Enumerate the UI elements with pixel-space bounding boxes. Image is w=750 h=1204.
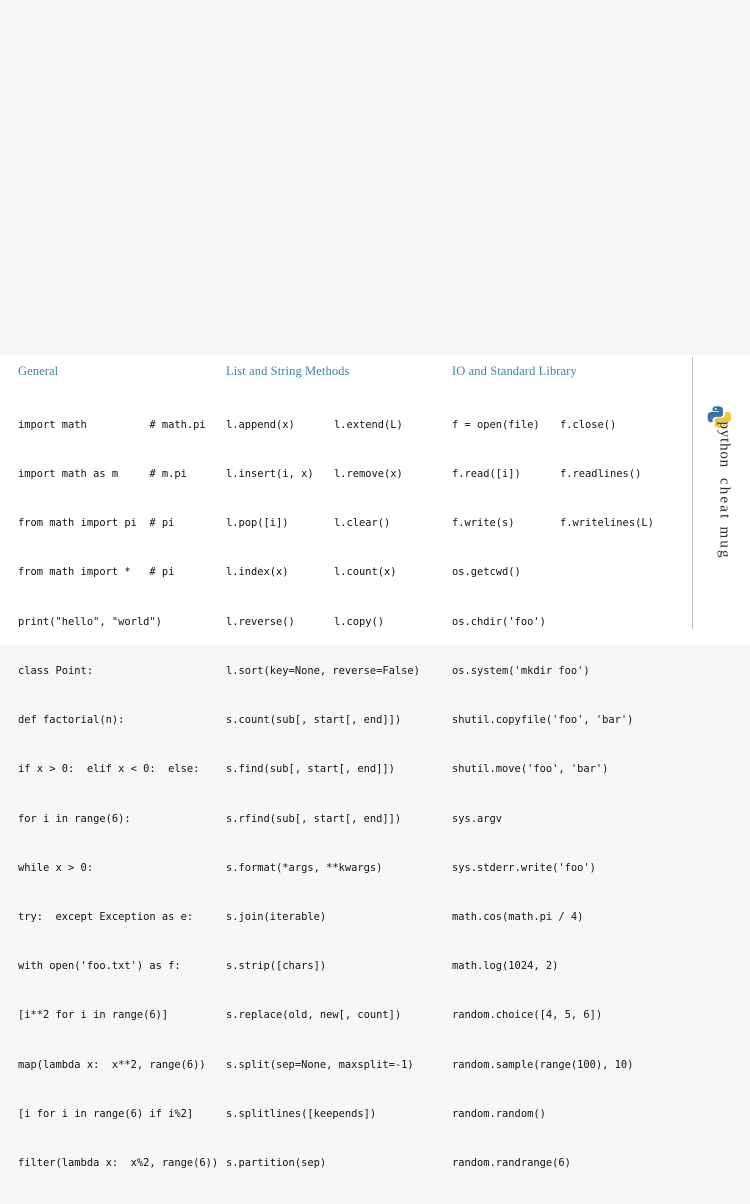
column-io-and-standard-library xyxy=(452,355,680,1204)
code-cell: f.writelines(L) xyxy=(560,517,654,530)
code-line xyxy=(452,466,680,482)
code-line: sys.argv xyxy=(452,812,503,825)
code-line: [i**2 for i in range(6)] xyxy=(18,1009,169,1022)
code-cell: f.write(s) xyxy=(452,517,515,530)
code-line: map(lambda x: x**2, range(6)) xyxy=(18,1058,206,1071)
code-line: while x > 0: xyxy=(18,861,94,874)
code-cell: l.extend(L) xyxy=(334,418,403,431)
code-line: s.rfind(sub[, start[, end]]) xyxy=(226,812,402,825)
code-line: random.random() xyxy=(452,1107,546,1120)
code-line: os.getcwd() xyxy=(452,566,521,579)
code-line xyxy=(452,515,680,531)
code-line: os.chdir('foo') xyxy=(452,615,546,628)
code-line: print("hello", "world") xyxy=(18,615,162,628)
code-list-general xyxy=(18,384,226,1204)
code-cell: l.index(x) xyxy=(226,566,289,579)
column-title-general: General xyxy=(18,364,59,378)
code-cell: f = open(file) xyxy=(452,418,540,431)
code-cell: l.clear() xyxy=(334,517,391,530)
code-line: s.join(iterable) xyxy=(226,911,327,923)
code-line: random.sample(range(100), 10) xyxy=(452,1058,634,1071)
code-line xyxy=(226,564,452,580)
code-cell: f.read([i]) xyxy=(452,468,521,481)
code-line: math.log(1024, 2) xyxy=(452,960,559,973)
code-line: shutil.move('foo', 'bar') xyxy=(452,763,609,776)
brand-spacer xyxy=(717,468,733,478)
code-line: s.format(*args, **kwargs) xyxy=(226,861,383,874)
code-line: s.split(sep=None, maxsplit=-1) xyxy=(226,1058,414,1071)
code-line: shutil.copyfile('foo', 'bar') xyxy=(452,714,634,727)
code-line xyxy=(226,417,452,433)
code-list-list-and-string-methods xyxy=(226,384,452,1204)
code-list-io-and-standard-library xyxy=(452,384,680,1204)
code-line xyxy=(226,614,452,630)
code-line: import math as m # m.pi xyxy=(18,468,187,481)
code-line: with open('foo.txt') as f: xyxy=(18,960,181,973)
column-general xyxy=(0,355,226,1204)
code-line: filter(lambda x: x%2, range(6)) xyxy=(18,1157,219,1170)
column-title-list-and-string-methods: List and String Methods xyxy=(226,364,350,378)
code-line: class Point: xyxy=(18,664,94,677)
brand-product: cheat mug xyxy=(716,477,733,560)
code-line: s.replace(old, new[, count]) xyxy=(226,1009,402,1022)
code-cell: l.remove(x) xyxy=(334,468,403,481)
code-cell: f.readlines() xyxy=(560,468,642,481)
code-line: random.choice([4, 5, 6]) xyxy=(452,1009,603,1022)
code-line: try: except Exception as e: xyxy=(18,911,194,923)
code-cell: l.count(x) xyxy=(334,566,397,579)
code-line: s.partition(sep) xyxy=(226,1157,327,1170)
code-line: [i for i in range(6) if i%2] xyxy=(18,1107,194,1120)
code-line: for i in range(6): xyxy=(18,812,131,825)
code-line: s.find(sub[, start[, end]]) xyxy=(226,763,395,776)
code-cell: l.reverse() xyxy=(226,615,295,628)
column-title-io-and-standard-library: IO and Standard Library xyxy=(452,364,577,378)
code-cell: l.copy() xyxy=(334,615,385,628)
code-line: from math import * # pi xyxy=(18,566,175,579)
code-line: def factorial(n): xyxy=(18,714,125,727)
code-line: os.system('mkdir foo') xyxy=(452,664,590,677)
code-line: if x > 0: elif x < 0: else: xyxy=(18,763,200,776)
brand-block xyxy=(700,405,744,625)
code-line: s.splitlines([keepends]) xyxy=(226,1107,377,1120)
code-line: math.cos(math.pi / 4) xyxy=(452,911,584,923)
code-line xyxy=(226,515,452,531)
code-cell: l.append(x) xyxy=(226,418,295,431)
vertical-divider xyxy=(692,357,693,629)
code-line: s.count(sub[, start[, end]]) xyxy=(226,714,402,727)
code-line xyxy=(452,417,680,433)
brand-python: python xyxy=(716,421,733,468)
code-line: import math # math.pi xyxy=(18,418,206,431)
brand-text xyxy=(716,422,733,602)
code-line: s.strip([chars]) xyxy=(226,960,327,973)
code-line: sys.stderr.write('foo') xyxy=(452,861,596,874)
column-list-and-string-methods xyxy=(226,355,452,1204)
code-line: l.sort(key=None, reverse=False) xyxy=(226,664,420,677)
code-cell: l.pop([i]) xyxy=(226,517,289,530)
code-line xyxy=(226,466,452,482)
code-line: random.randrange(6) xyxy=(452,1157,571,1170)
cheatsheet-content xyxy=(0,355,750,1170)
code-line: from math import pi # pi xyxy=(18,517,175,530)
code-cell: f.close() xyxy=(560,418,617,431)
code-cell: l.insert(i, x) xyxy=(226,468,314,481)
